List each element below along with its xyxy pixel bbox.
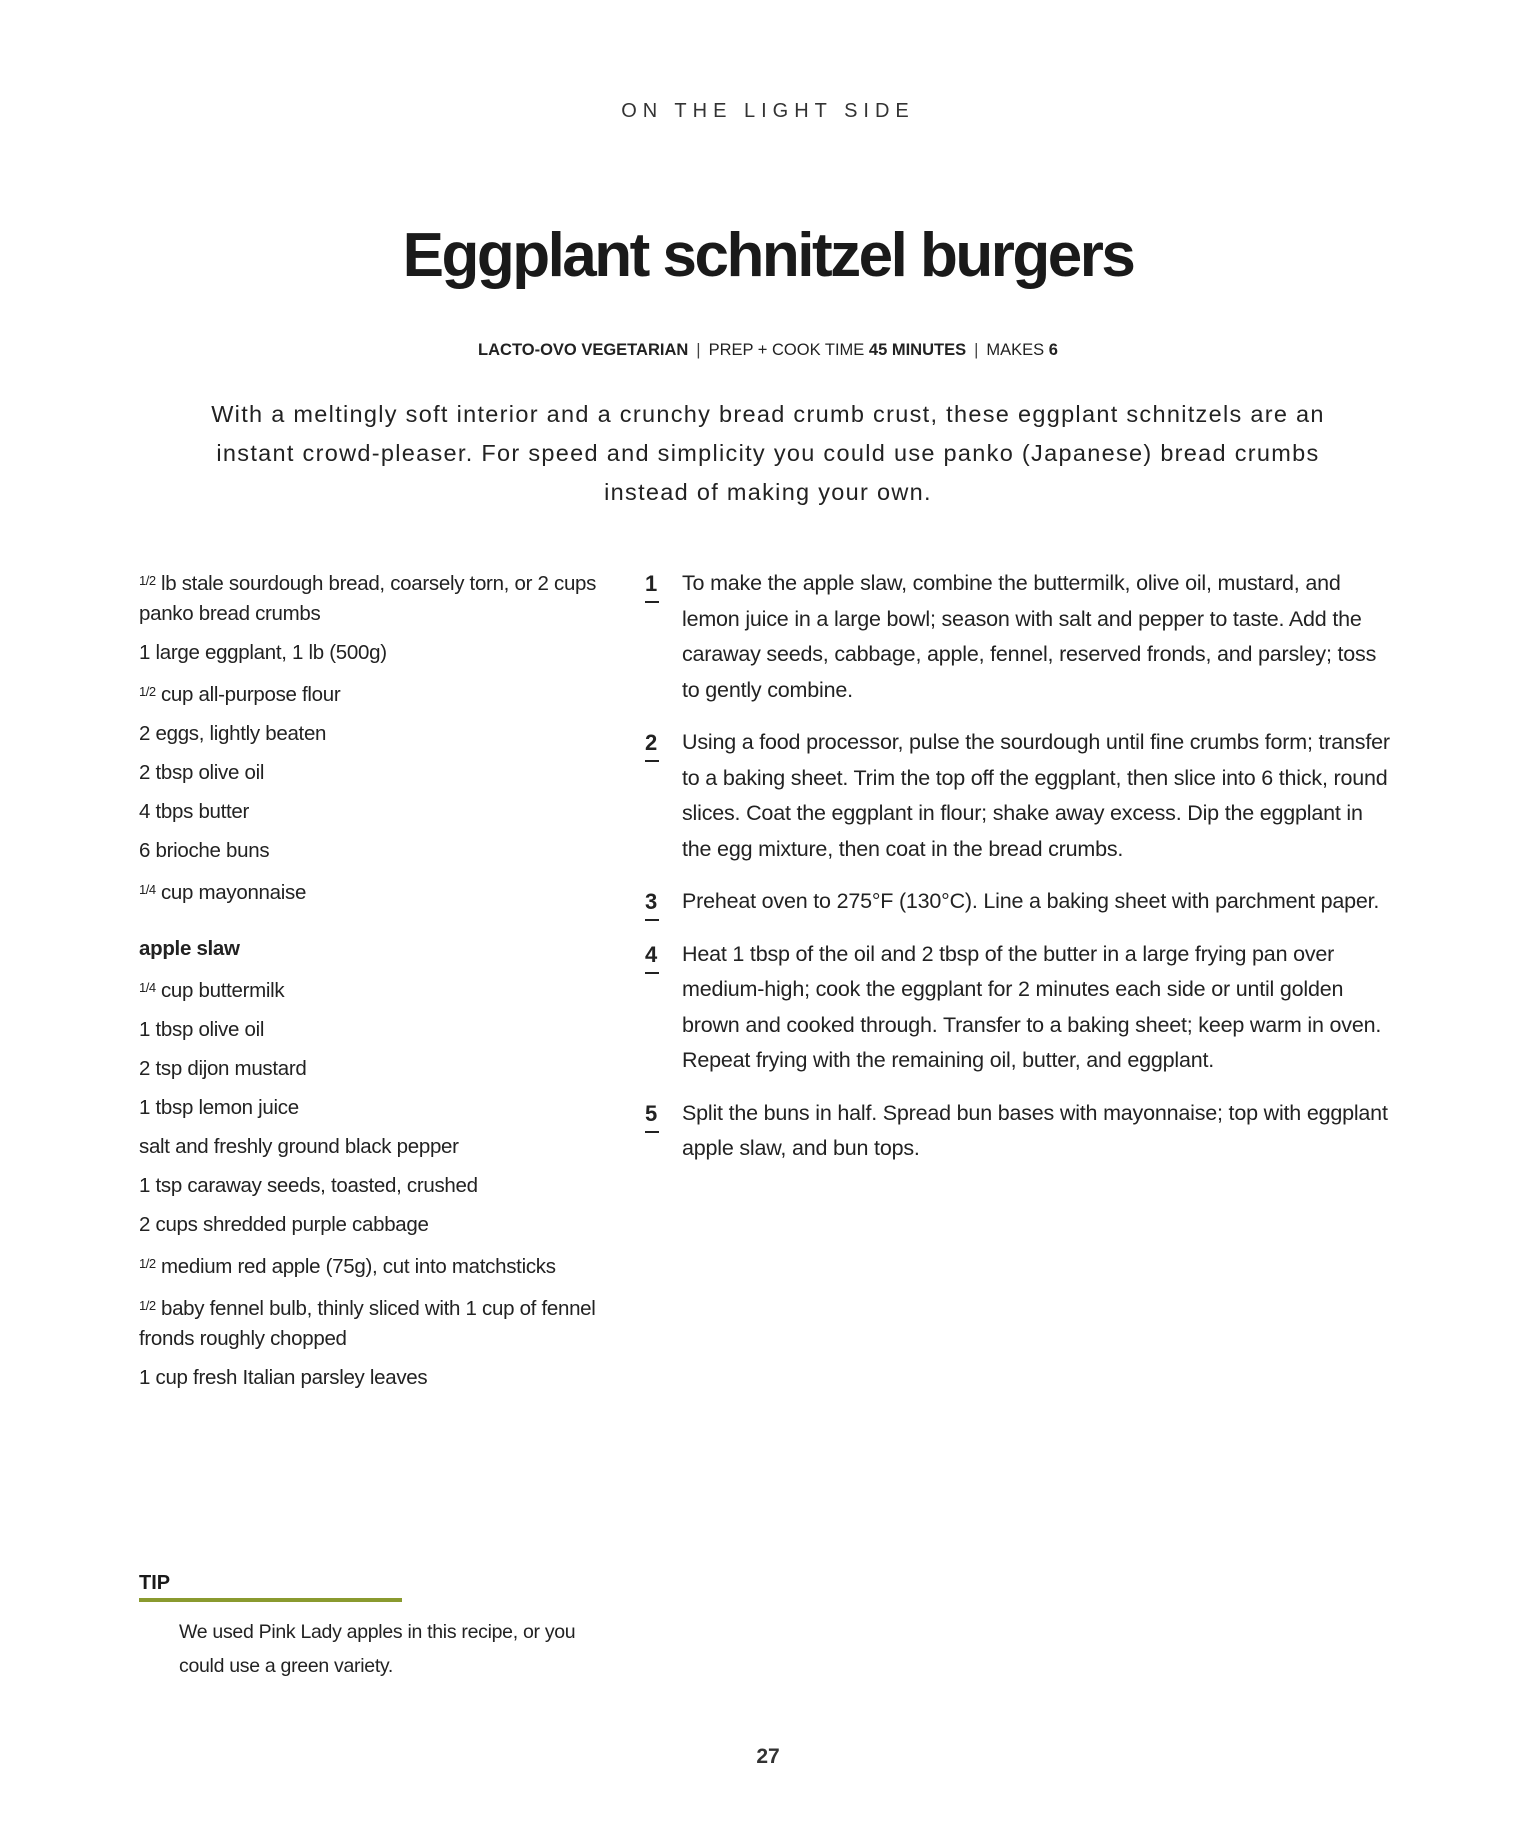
ingredient-item	[139, 836, 599, 866]
ingredient-item	[139, 1249, 599, 1282]
ingredient-text: salt and freshly ground black pepper	[139, 1135, 459, 1158]
ingredient-fraction: 1/4	[139, 980, 156, 995]
ingredient-fraction: 1/4	[139, 882, 156, 897]
ingredient-text: 1 tbsp olive oil	[139, 1018, 265, 1041]
section-header: ON THE LIGHT SIDE	[621, 100, 915, 122]
ingredient-item	[139, 1171, 599, 1201]
ingredient-item	[139, 1054, 599, 1084]
slaw-ingredients	[139, 973, 599, 1393]
makes-label: MAKES	[986, 341, 1045, 359]
prep-value: 45 MINUTES	[868, 341, 967, 359]
ingredient-text: 4 tbps butter	[139, 800, 250, 823]
ingredient-fraction: 1/2	[139, 573, 156, 588]
ingredient-item	[139, 1210, 599, 1240]
ingredient-fraction: 1/2	[139, 1298, 156, 1313]
page-number: 27	[756, 1745, 780, 1768]
recipe-intro: With a meltingly soft interior and a crunchy bread crumb crust, these eggplant schnitzels are an instant crowd-pleaser. For speed and simplicity you could use panko (Japanese) bread crumbs instead of making your own.	[211, 401, 1325, 505]
ingredient-item	[139, 1132, 599, 1162]
method-step	[645, 566, 1390, 708]
method-step	[645, 1096, 1390, 1167]
step-text: Split the buns in half. Spread bun bases with mayonnaise; top with eggplant apple slaw, and bun tops.	[682, 1100, 1388, 1160]
ingredient-text: 1 tsp caraway seeds, toasted, crushed	[139, 1174, 478, 1197]
makes-value: 6	[1048, 341, 1058, 359]
step-number: 3	[645, 884, 659, 921]
step-text: Using a food processor, pulse the sourdough until fine crumbs form; transfer to a baking sheet. Trim the top off the eggplant, then slice into 6 thick, round slices. Coat the eggplant in flour; shake away excess. Dip the eggplant in the egg mixture, then coat in the bread crumbs.	[682, 730, 1390, 861]
ingredient-item	[139, 719, 599, 749]
ingredient-item	[139, 1015, 599, 1045]
ingredient-item	[139, 875, 599, 908]
ingredient-text: 1 cup fresh Italian parsley leaves	[139, 1366, 428, 1389]
ingredient-item	[139, 1093, 599, 1123]
step-text: To make the apple slaw, combine the buttermilk, olive oil, mustard, and lemon juice in a large bowl; season with salt and pepper to taste. Add the caraway seeds, cabbage, apple, fennel, reserved fronds, and parsley; toss to gently combine.	[682, 571, 1377, 702]
prep-label: PREP + COOK TIME	[708, 341, 865, 359]
ingredient-text: 1 large eggplant, 1 lb (500g)	[139, 641, 387, 664]
ingredient-text: 2 tbsp olive oil	[139, 761, 265, 784]
ingredient-text: medium red apple (75g), cut into matchsticks	[155, 1255, 556, 1278]
step-number: 4	[645, 937, 659, 974]
ingredient-item	[139, 638, 599, 668]
diet-label: LACTO-OVO VEGETARIAN	[478, 341, 689, 359]
method-step	[645, 884, 1390, 920]
main-ingredients	[139, 566, 599, 908]
tip-label: TIP	[139, 1572, 402, 1602]
meta-separator: |	[696, 341, 701, 359]
ingredient-text: 1 tbsp lemon juice	[139, 1096, 299, 1119]
recipe-title: Eggplant schnitzel burgers	[402, 221, 1134, 290]
step-text: Preheat oven to 275°F (130°C). Line a baking sheet with parchment paper.	[682, 889, 1380, 913]
method-steps	[645, 566, 1390, 1184]
ingredient-item	[139, 1363, 599, 1393]
method-step	[645, 937, 1390, 1079]
meta-separator: |	[974, 341, 979, 359]
ingredient-item	[139, 566, 599, 629]
recipe-meta	[0, 341, 1536, 360]
ingredient-item	[139, 758, 599, 788]
step-number: 2	[645, 725, 659, 762]
ingredient-text: 2 eggs, lightly beaten	[139, 722, 327, 745]
slaw-heading: apple slaw	[139, 937, 240, 960]
ingredient-item	[139, 797, 599, 827]
method-step	[645, 725, 1390, 867]
ingredient-fraction: 1/2	[139, 1256, 156, 1271]
step-number: 1	[645, 566, 659, 603]
step-text: Heat 1 tbsp of the oil and 2 tbsp of the butter in a large frying pan over medium-high; cook the eggplant for 2 minutes each side or until golden brown and cooked through. Transfer to a baking sheet; keep warm in oven. Repeat frying with the remaining oil, butter, and eggplant.	[682, 941, 1382, 1072]
ingredients-list	[139, 566, 599, 1402]
tip-box	[139, 1572, 579, 1683]
ingredient-item	[139, 973, 599, 1006]
ingredient-item	[139, 1291, 599, 1354]
ingredient-item	[139, 677, 599, 710]
ingredient-text: 6 brioche buns	[139, 839, 270, 862]
ingredient-text: cup buttermilk	[155, 979, 285, 1002]
step-number: 5	[645, 1096, 659, 1133]
ingredient-text: cup mayonnaise	[155, 881, 307, 904]
ingredient-text: 2 tsp dijon mustard	[139, 1057, 307, 1080]
ingredient-text: 2 cups shredded purple cabbage	[139, 1213, 429, 1236]
ingredient-text: baby fennel bulb, thinly sliced with 1 cup of fennel fronds roughly chopped	[139, 1297, 596, 1350]
ingredient-fraction: 1/2	[139, 684, 156, 699]
ingredient-text: cup all-purpose flour	[155, 683, 341, 706]
ingredient-text: lb stale sourdough bread, coarsely torn, or 2 cups panko bread crumbs	[139, 572, 597, 625]
tip-text: We used Pink Lady apples in this recipe, or you could use a green variety.	[179, 1621, 576, 1677]
